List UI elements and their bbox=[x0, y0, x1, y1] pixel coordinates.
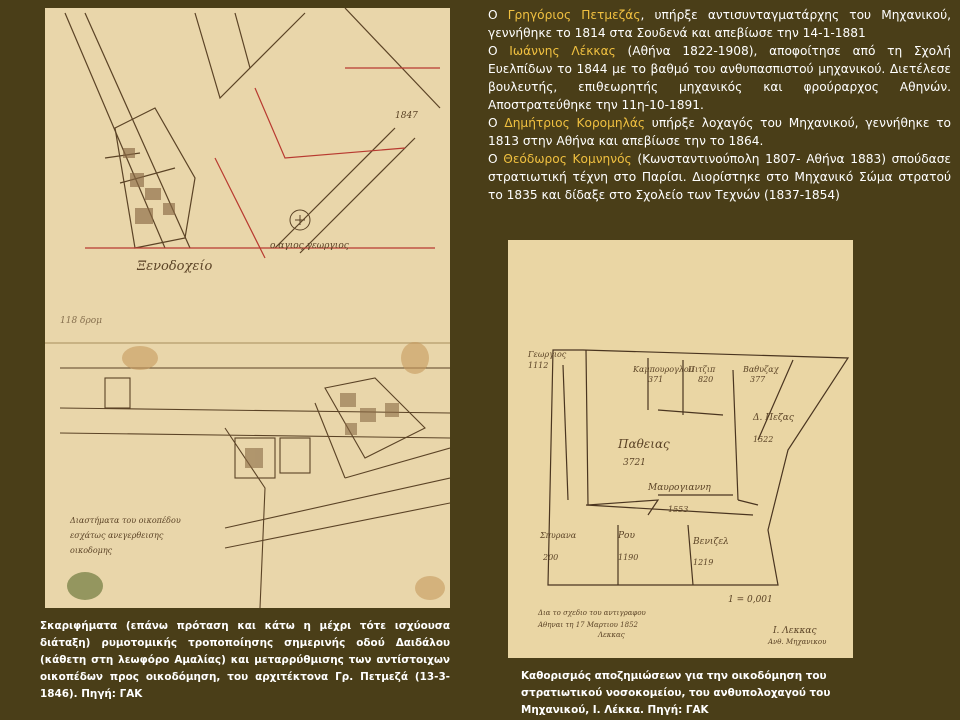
sketch-drawing bbox=[45, 8, 450, 608]
svg-text:Δ. Πεζας: Δ. Πεζας bbox=[753, 413, 794, 423]
bio-koromilas: Ο Δημήτριος Κορομηλάς υπήρξε λοχαγός του Μηχανικού, γεννήθηκε το 1813 στην Αθήνα και απεβίωσε την το 1864. bbox=[488, 116, 951, 148]
svg-text:Σπυρανα: Σπυρανα bbox=[540, 531, 577, 540]
plan-drawing bbox=[508, 240, 853, 658]
svg-text:Ξενοδοχείο: Ξενοδοχείο bbox=[137, 259, 213, 274]
svg-text:Βαθυζαχ: Βαθυζαχ bbox=[743, 365, 779, 374]
svg-text:1522: 1522 bbox=[753, 435, 774, 444]
svg-text:Πιτζιπ: Πιτζιπ bbox=[688, 365, 716, 374]
svg-text:377: 377 bbox=[750, 375, 766, 384]
svg-text:1 = 0,001: 1 = 0,001 bbox=[728, 595, 773, 605]
left-image-caption: Σκαριφήματα (επάνω πρόταση και κάτω η μέχρι τότε ισχύουσα διάταξη) ρυμοτομικής τροποποίησης σημερινής οδού Δαιδάλου (κάθετη στη λεωφόρο Αμαλίας) και μεταρρύθμισης των αντίστοιχων οικοπέδων προς οικοδόμηση, του αρχιτέκτονα Γρ. Πετμεζά (13-3-1846). Πηγή: ΓΑΚ bbox=[40, 620, 450, 700]
svg-text:820: 820 bbox=[698, 375, 714, 384]
bio-name: Ιωάννης Λέκκας bbox=[509, 44, 616, 58]
bio-text: , υπήρξε αντισυνταγματάρχης του Μηχανικού, γεννήθηκε το 1814 στα Σουδενά και απεβίωσε την 14-1-1881 bbox=[488, 8, 952, 40]
svg-text:Ι. Λεκκας: Ι. Λεκκας bbox=[773, 626, 817, 636]
svg-text:Γεωργιος: Γεωργιος bbox=[528, 350, 567, 359]
svg-text:Παθειας: Παθειας bbox=[618, 437, 670, 451]
svg-text:1112: 1112 bbox=[528, 361, 549, 370]
svg-text:1219: 1219 bbox=[693, 558, 714, 567]
bio-text: (Κωνσταντινούπολη 1807- Αθήνα 1883) σπούδασε στρατιωτική τέχνη στο Παρίσι. Διορίστηκε στο Μηχανικό Σώμα στρατού το 1835 και δίδαξε στο Σχολείο των Τεχνών (1837-1854) bbox=[488, 152, 952, 202]
bio-text: υπήρξε λοχαγός του Μηχανικού, γεννήθηκε το 1813 στην Αθήνα και απεβίωσε την το 1864. bbox=[488, 116, 951, 148]
svg-text:Ρου: Ρου bbox=[618, 531, 635, 541]
svg-text:Βενιζελ: Βενιζελ bbox=[693, 537, 729, 547]
bio-text: (Αθήνα 1822-1908), αποφοίτησε από τη Σχολή Ευελπίδων το 1844 με το βαθμό του ανθυπασπιστού μηχανικού. Διετέλεσε βουλευτής, επιθεωρητής μηχανικός και φρούραρχος Αθηνών. Αποστρατεύθηκε την 11η-10-1891. bbox=[488, 44, 952, 112]
bio-komninos: Ο Θεόδωρος Κομνηνός (Κωνσταντινούπολη 1807- Αθήνα 1883) σπούδασε στρατιωτική τέχνη στο Παρίσι. Διορίστηκε στο Μηχανικό Σώμα στρατού το 1835 και δίδαξε στο Σχολείο των Τεχνών (1837-1854) bbox=[488, 152, 952, 202]
biographies bbox=[488, 6, 951, 204]
svg-text:Καμπουρογλου: Καμπουρογλου bbox=[633, 365, 694, 374]
svg-text:Αθηναι τη 17 Μαρτιου 1852: Αθηναι τη 17 Μαρτιου 1852 bbox=[538, 621, 638, 629]
svg-text:118 δρομ: 118 δρομ bbox=[60, 316, 103, 326]
bio-petmezas: Ο Γρηγόριος Πετμεζάς, υπήρξε αντισυνταγματάρχης του Μηχανικού, γεννήθηκε το 1814 στα Σουδενά και απεβίωσε την 14-1-1881 bbox=[488, 8, 952, 40]
svg-text:Ανθ. Μηχανικου: Ανθ. Μηχανικου bbox=[768, 638, 827, 646]
svg-text:1190: 1190 bbox=[618, 553, 639, 562]
svg-text:Μαυρογιαννη: Μαυρογιαννη bbox=[648, 483, 711, 493]
svg-text:Λεκκας: Λεκκας bbox=[598, 631, 625, 639]
svg-text:εσχάτως ανεγερθεισης: εσχάτως ανεγερθεισης bbox=[70, 531, 164, 540]
svg-text:Δια το σχεδιο του αντιγραφου: Δια το σχεδιο του αντιγραφου bbox=[538, 609, 646, 617]
bio-name: Γρηγόριος Πετμεζάς bbox=[507, 8, 641, 22]
svg-text:1553: 1553 bbox=[668, 505, 689, 514]
bio-name: Δημήτριος Κορομηλάς bbox=[504, 116, 646, 130]
svg-text:Διαστήματα του οικοπέδου: Διαστήματα του οικοπέδου bbox=[70, 516, 181, 525]
lekkas-plan-image bbox=[508, 240, 853, 658]
svg-text:ο αγιος γεωργιος: ο αγιος γεωργιος bbox=[270, 241, 349, 251]
bio-lekkas: Ο Ιωάννης Λέκκας (Αθήνα 1822-1908), αποφοίτησε από τη Σχολή Ευελπίδων το 1844 με το βαθμό του ανθυπασπιστού μηχανικού. Διετέλεσε βουλευτής, επιθεωρητής μηχανικός και φρούραρχος Αθηνών. Αποστρατεύθηκε την 11η-10-1891. bbox=[488, 44, 952, 112]
bio-name: Θεόδωρος Κομνηνός bbox=[503, 152, 632, 166]
petmezas-sketch-image bbox=[45, 8, 450, 608]
svg-text:200: 200 bbox=[543, 553, 559, 562]
svg-text:371: 371 bbox=[648, 375, 664, 384]
svg-text:3721: 3721 bbox=[623, 458, 646, 468]
right-image-caption: Καθορισμός αποζημιώσεων για την οικοδόμηση του στρατιωτικού νοσοκομείου, του ανθυπολοχαγού του Μηχανικού, Ι. Λέκκα. Πηγή: ΓΑΚ bbox=[521, 670, 831, 716]
svg-text:1847: 1847 bbox=[395, 111, 418, 121]
svg-text:οικοδομης: οικοδομης bbox=[70, 546, 113, 555]
